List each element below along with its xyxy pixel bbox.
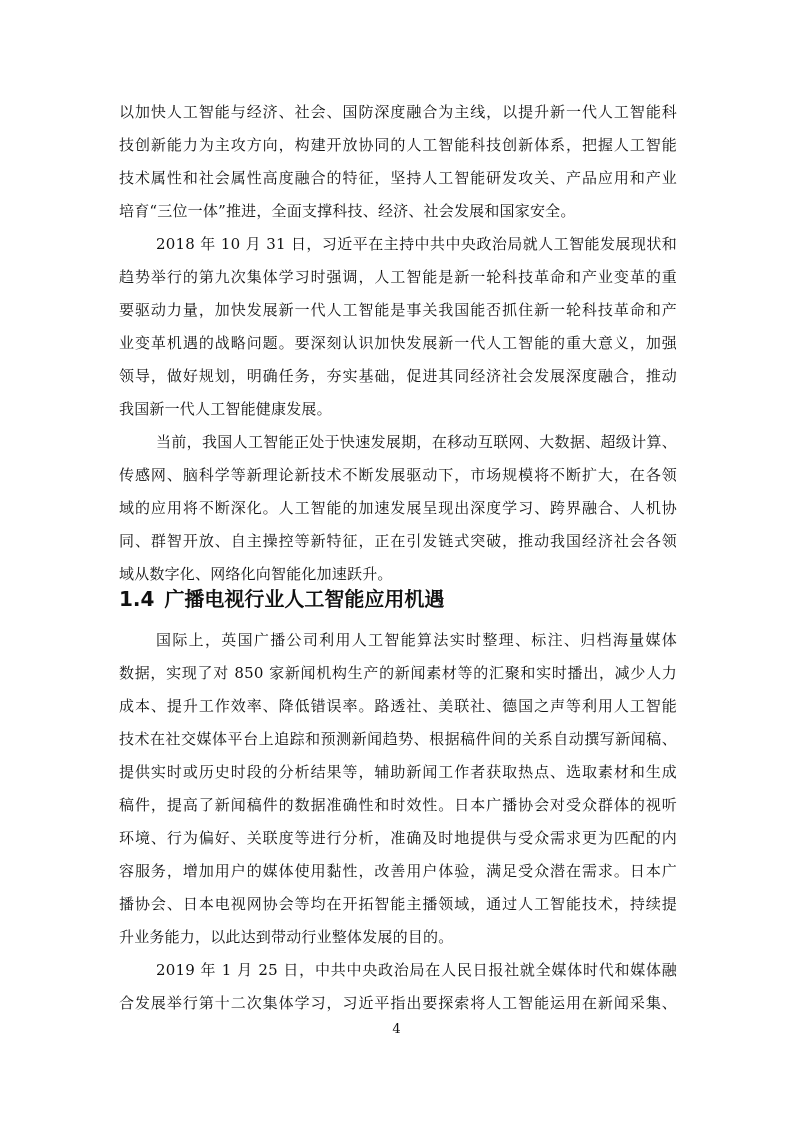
text-line: 我国新一代人工智能健康发展。: [119, 400, 332, 418]
text-line: 培育“三位一体”推进，全面支撑科技、经济、社会发展和国家安全。: [119, 202, 576, 220]
text-line: 技术属性和社会属性高度融合的特征，坚持人工智能研发攻关、产品应用和产业: [119, 169, 677, 187]
text-line: 技术在社交媒体平台上追踪和预测新闻趋势、根据稿件间的关系自动撰写新闻稿、: [119, 730, 677, 748]
text-line: 数据，实现了对 850 家新闻机构生产的新闻素材等的汇聚和实时播出，减少人力: [119, 664, 677, 682]
text-line: 域从数字化、网络化向智能化加速跃升。: [119, 565, 393, 583]
text-line: 趋势举行的第九次集体学习时强调，人工智能是新一轮科技革命和产业变革的重: [119, 268, 677, 286]
text-line: 国际上，英国广播公司利用人工智能算法实时整理、标注、归档海量媒体: [156, 631, 677, 649]
text-line: 2019 年 1 月 25 日，中共中央政治局在人民日报社就全媒体时代和媒体融: [156, 961, 677, 979]
text-line: 技创新能力为主攻方向，构建开放协同的人工智能科技创新体系，把握人工智能: [119, 136, 677, 154]
text-line: 领导，做好规划，明确任务，夯实基础，促进其同经济社会发展深度融合，推动: [119, 367, 677, 385]
text-line: 播协会、日本电视网协会等均在开拓智能主播领域，通过人工智能技术，持续提: [119, 895, 677, 913]
section-number: 1.4: [119, 587, 155, 611]
text-line: 提供实时或历史时段的分析结果等，辅助新闻工作者获取热点、选取素材和生成: [119, 763, 677, 781]
page-number: 4: [392, 1022, 401, 1037]
text-line: 升业务能力，以此达到带动行业整体发展的目的。: [119, 928, 454, 946]
text-line: 域的应用将不断深化。人工智能的加速发展呈现出深度学习、跨界融合、人机协: [119, 499, 677, 517]
text-line: 容服务，增加用户的媒体使用黏性，改善用户体验，满足受众潜在需求。日本广: [119, 862, 677, 880]
text-line: 成本、提升工作效率、降低错误率。路透社、美联社、德国之声等利用人工智能: [119, 697, 677, 715]
text-line: 业变革机遇的战略问题。要深刻认识加快发展新一代人工智能的重大意义，加强: [119, 334, 677, 352]
text-line: 环境、行为偏好、关联度等进行分析，准确及时地提供与受众需求更为匹配的内: [119, 829, 677, 847]
section-title: 广播电视行业人工智能应用机遇: [164, 587, 445, 611]
text-line: 2018 年 10 月 31 日，习近平在主持中共中央政治局就人工智能发展现状和: [156, 235, 677, 253]
text-line: 传感网、脑科学等新理论新技术不断发展驱动下，市场规模将不断扩大，在各领: [119, 466, 677, 484]
text-line: 要驱动力量，加快发展新一代人工智能是事关我国能否抓住新一轮科技革命和产: [119, 301, 677, 319]
section-heading: [119, 586, 444, 612]
text-line: 合发展举行第十二次集体学习，习近平指出要探索将人工智能运用在新闻采集、: [119, 994, 677, 1012]
text-line: 同、群智开放、自主操控等新特征，正在引发链式突破，推动我国经济社会各领: [119, 532, 677, 550]
text-line: 当前，我国人工智能正处于快速发展期，在移动互联网、大数据、超级计算、: [156, 433, 677, 451]
text-line: 以加快人工智能与经济、社会、国防深度融合为主线，以提升新一代人工智能科: [119, 103, 677, 121]
text-line: 稿件，提高了新闻稿件的数据准确性和时效性。日本广播协会对受众群体的视听: [119, 796, 677, 814]
